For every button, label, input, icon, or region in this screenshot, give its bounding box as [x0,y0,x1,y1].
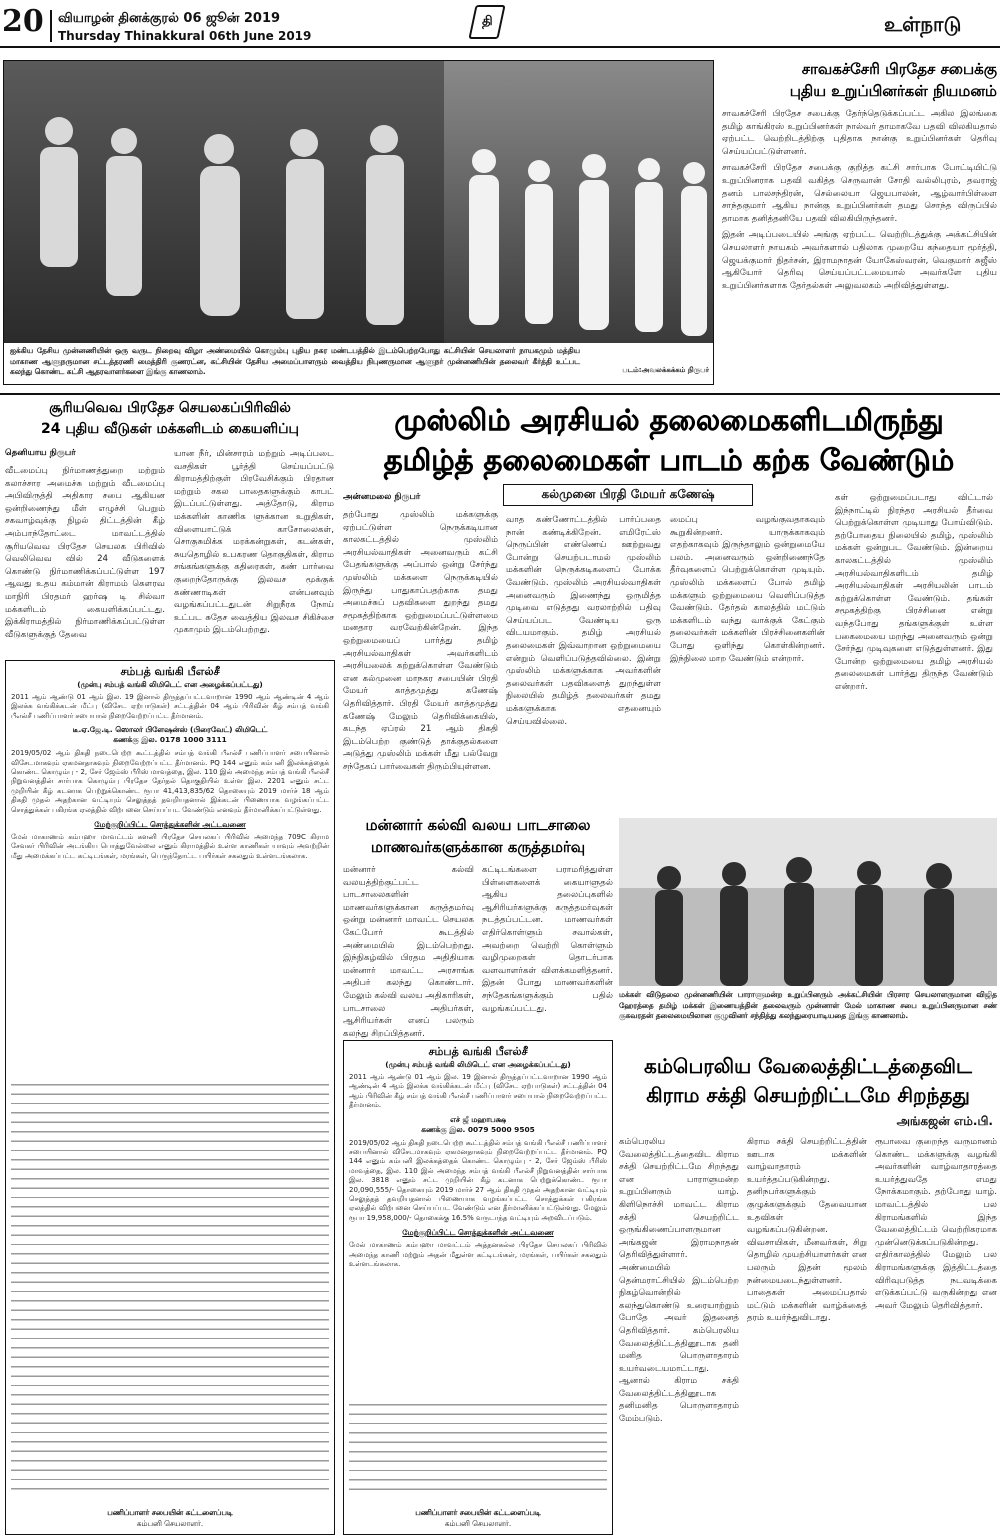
notice-intro: 2011 ஆம் ஆண்டு 01 ஆம் இல. 19 இனால் திருத்தப்பட்டவாறான 1990 ஆம் ஆண்டின் 4 ஆம் இலக்க வங்கிக்கடன் மீட்பு (விசேட ஏற்பாடுகள்) சட்டத்தின் 04 ஆம் பிரிவின் கீழ் சம்பத் வங்கி பீஎல்சீ பணிப்பாளர் சபையால் நிறைவேற்றப்பட்ட தீர்மானம். [349,1073,607,1110]
legal-notice [343,1040,613,1535]
byline-kicker-box [503,484,753,506]
photo-credit: படம்:அவலக்கக்கம் நிருபர் [622,366,709,374]
masthead [0,0,1000,50]
column-text: கிராம சக்தி செயற்றிட்டத்தின் ஊடாக மக்களின் வாழ்வாதாரம் உயர்த்தப்படுகின்றது. தனிநபர்களுக்கும் குழுக்களுக்கும் தேவையான உதவிகள் வழங்கப்படுகின்றன. விவசாயிகள், மீனவர்கள், சிறு தொழில் முயற்சியாளர்கள் என பலரும் இதன் மூலம் நன்மையடைந்துள்ளனர். பாதைகள் அமைப்பதால் மட்டும் மக்களின் வாழ்க்கைத் தரம் உயர்ந்துவிடாது. [747,1137,867,1324]
column-text: வாத கண்ணோட்டத்தில் பார்ப்பதை நான் கண்டிக்கிறேன். எமிரேட்ஸ் நெருப்பின் எண்ணெய் ஊற்றுவது போன்று செயற்படாமல் முஸ்லிம் மக்களின் நெருக்கடிகளைப் போக்க வேண்டும். முஸ்லிம் அரசியல்வாதிகள் அனைவரும் இணைந்து ஒருமித்த முடிவை எடுத்தது வரலாற்றில் பதிவு செய்யப்பட வேண்டிய ஒரு விடயமாகும். தமிழ் அரசியல் தலைமைகள் இவ்வாறான ஒற்றுமையை என்றும் வெளிப்படுத்தவில்லை. இன்று முஸ்லிம் மக்களுக்காக அவர்களின் தலைவர்கள் பதவிகளைத் துறந்துள்ள நிலையில் தமிழ்த் தலைவர்கள் தமது மக்களுக்காக எதனையும் செய்யவில்லை. [506,515,661,727]
notice-signature-title: கம்பனி செயலாளர். [136,1519,204,1528]
masthead-rule [0,46,1000,48]
photo-caption: மக்கள் விடுதலை முன்னணியின் பாராளுமன்ற உறுப்பினரும் அக்கட்சியின் பிரசார செயலாளருமான விஜித ஹேரத்தை தமிழ் மக்கள் இணையத்தின் தலைவரும் முன்னாள் மேல் மாகாண சபை உறுப்பினருமான சண் குகவரதன் தலைமையிலான குழுவினர் சந்தித்து கலந்துரையாடியதை இங்கு காணலாம். [619,990,997,1020]
story-title-line2: 24 புதிய வீடுகள் மக்களிடம் கையளிப்பு [41,421,299,437]
lead-story [343,400,995,778]
notice-title: சம்பத் வங்கி பீஎல்சீ [120,665,220,678]
notice-account: கணக்கு இல. 0178 1000 3111 [113,735,227,745]
notice-account: கணக்கு இல. 0079 5000 9505 [421,1124,535,1134]
notice-schedule-heading: மேற்குறிப்பிட்ட சொத்துக்களின் அட்டவணை [94,820,246,830]
notice-signature: பணிப்பாளர் சபையின் கட்டளைப்படி [415,1508,541,1517]
paragraph: சாவகச்சேரி பிரதேச சபைக்கு குறித்த கட்சி சார்பாக போட்டியிட்டு உறுப்பினராக பதவி வகித்த செருவான் சோதி வல்லிபுரம், தவராஜ் தனம் பாலசந்திரன், செல்லையா ஜெயபாலன், ஆழ்வார்பிள்ளை சாந்தகுமார் ஆகிய நான்கு உறுப்பினர்கள் தமது சொந்த விருப்பில் தாமாக தனித்தனியே பதவி விலகியிருந்தனர். [722,163,997,224]
newspaper-logo [468,5,505,39]
top-photo-frame [3,60,714,385]
logo-glyph: தி [481,14,493,29]
story-gampereliya [619,1052,997,1535]
paragraph: இதன் அடிப்படையில் அங்கு ஏற்பட்ட வெற்றிடத்துக்கு அக்கட்சியின் செயலாளர் நாயகம் அவர்களால் பதிலாக முறையே கந்தையா மூர்த்தி, ஜெயக்குமார் நிதர்சன், இராமநாதன் யோகேஸ்வரன், வெகுமார் சுஜீஸ் ஆகியோர் தெரிவு செய்யப்பட்டமையால் அவர்களே புதிய உறுப்பினர்களாக தேர்தல்கள் அலுவலகம் அறிவித்துள்ளது. [722,230,997,291]
column-text: வீடமைப்பு நிர்மாணத்துறை மற்றும் கலாச்சார அமைச்சு மற்றும் வீடமைப்பு அபிவிருத்தி அதிகார சபை ஆகியன ஒன்றிணைந்து மீள் எழுச்சி பெறும் சகவாழ்வுக்கு நிழல் திட்டத்தின் கீழ் அம்பாந்தோட்டை மாவட்டத்தில் சூரியவெவ பிரதேச செயலக பிரிவில் வெலிவெவ வில் 24 வீடுகளைக் கொண்டு நிர்மாணிக்கப்பட்டுள்ள 197 ஆவது உதய கம்மான் கிராமம் கௌரவ மாநிரி பிரதமர் ஹர்ஷ டி சில்வா மக்களிடம் கையளிக்கப்பட்டது. இக்கிராமத்தில் நிர்மாணிக்கப்பட்டுள்ள வீடுகளுக்குத் தேவை [5,466,165,640]
paragraph: சாவகச்சேரி பிரதேச சபைக்கு தேர்ந்தெடுக்கப்பட்ட அகில இலங்கை தமிழ் காங்கிரஸ் உறுப்பினர்கள் நால்வர் தாமாகவே பதவி விலகியதால் ஏற்பட்ட வெற்றிடத்திற்கு புதிதாக நான்கு உறுப்பினர்கள் தெரிவு செய்யப்பட்டுள்ளனர். [722,109,997,157]
story-title-line2: கிராம சக்தி செயற்றிட்டமே சிறந்தது [646,1083,970,1107]
photo-caption: ஐக்கிய தேசிய முன்னணியின் ஒரு வருட நிறைவு விழா அண்மையில் கொழும்பு புதிய நகர மண்டபத்தில் இடம்பெற்றபோது கட்சியின் செயலாளர் நாயகமும் மத்திய மாகாண ஆளுநருமான சட்டத்தரணி மைத்திரி குணரட்ன, கட்சியின் தேசிய அமைப்பாளரும் வைத்திய நிபுணருமான ஆளுநர் முன்னணியின் தலைவர் கீர்த்தி உட்பட கலந்து கொண்ட கட்சி ஆதரவாளர்களை இங்கு காணலாம். [10,346,580,376]
notice-body: 2019/05/02 ஆம் திகதி நடைபெற்ற கூட்டத்தில் சம்பத் வங்கி பீஎல்சீ பணிப்பாளர் சபையினால் விசேடமாகவும் ஏகமனதாகவும் நிறைவேற்றப்பட்ட தீர்மானம். PQ 144 எனும் கம்பனி இலக்கத்தைக் கொண்ட கொழும்பு - 2, சேர் ஜேம்ஸ் பீரிஸ் மாவத்தை, இல. 110 இல் அமைந்த சம்பத் வங்கி பீஎல்சீ நிறுவனத்தின் சார்பாக இல. 3818 எனும் சட்ட முறியின் கீழ் கடனாக பெற்றுக்கொண்ட ரூபா 20,090,555/- தொகையும் 2019 மார்ச் 27 ஆம் திகதி முதல் அதற்கான வட்டியும் செலுத்தத் தவறியதனால் பிணையாக வழங்கப்பட்ட சொத்துக்கள் பகிரங்க ஏலத்தில் விற்பனை செய்யப்பட வேண்டும் என தீர்மானிக்கப்பட்டுள்ளது. மேலும் ரூபா 19,958,000/- தொகைக்கு 16.5% வருடாந்த வட்டியும் அறவிடப்படும். [349,1138,607,1222]
notice-intro: 2011 ஆம் ஆண்டு 01 ஆம் இல. 19 இனால் திருத்தப்பட்டவாறான 1990 ஆம் ஆண்டின் 4 ஆம் இலக்க வங்கிக்கடன் மீட்பு (விசேட ஏற்பாடுகள்) சட்டத்தின் 04 ஆம் பிரிவின் கீழ் சம்பத் வங்கி பீஎல்சீ பணிப்பாளர் சபையால் நிறைவேற்றப்பட்ட தீர்மானம். [11,693,329,720]
notice-company: எச் ஜீ மஹாபக்ஷ [450,1114,506,1124]
notice-signature: பணிப்பாளர் சபையின் கட்டளைப்படி [107,1508,233,1517]
column-text: கட்டிடங்களை பராமரித்துள்ள பிள்ளைகளைக் கையாளுதல் ஆகிய தலைப்புகளில் ஆசிரியர்களுக்கு கருத்தமர்வுகள் நடத்தப்பட்டன. மாணவர்கள் எதிர்கொள்ளும் சவால்கள், அவற்றை வெற்றி கொள்ளும் வழிமுறைகள் தொடர்பாக வளவாளர்கள் விளக்கமளித்தனர். இதன் போது மாணவர்களின் சந்தேகங்களுக்கும் பதில் வழங்கப்பட்டது. [482,865,613,1014]
story-title-line2: புதிய உறுப்பினர்கள் நியமனம் [789,82,997,100]
notice-body: 2019/05/02 ஆம் திகதி நடைபெற்ற கூட்டத்தில் சம்பத் வங்கி பீஎல்சீ பணிப்பாளர் சபையினால் விசேடமாகவும் ஏகமனதாகவும் நிறைவேற்றப்பட்ட தீர்மானம். PQ 144 எனும் கம்பனி இலக்கத்தைக் கொண்ட கொழும்பு - 2, சேர் ஜேம்ஸ் பீரிஸ் மாவத்தை, இல. 110 இல் அமைந்த சம்பத் வங்கி பீஎல்சீ நிறுவனத்தின் சார்பாக கொழும்பு பிரதேச தேர்தல் தொகுதியில் உள்ள இல. 2201 எனும் சட்ட முறியின் கீழ் கடனாக பெற்றுக்கொண்ட ரூபா 41,413,835/62 தொகையும் 2019 மார்ச் 18 ஆம் திகதி முதல் அதற்கான வட்டியும் செலுத்தத் தவறியதனால் இக்கடன் பிணையாக வழங்கப்பட்ட சொத்துக்கள் பகிரங்க ஏலத்தில் விற்பனை செய்யப்பட வேண்டும் எனவும் தீர்மானிக்கப்பட்டுள்ளது. [11,749,329,814]
column-text: மன்னார் கல்வி வலயத்திற்குட்பட்ட பாடசாலைகளின் மாணவர்களுக்கான கருத்தமர்வு ஒன்று மன்னார் மாவட்ட செயலக கேட்போர் கூடத்தில் அண்மையில் இடம்பெற்றது. இந்நிகழ்வில் பிரதம அதிதியாக மன்னார் மாவட்ட அரசாங்க அதிபர் கலந்து கொண்டார். மேலும் கல்வி வலய அதிகாரிகள், பாடசாலை அதிபர்கள், ஆசிரியர்கள் எனப் பலரும் கலந்து சிறப்பித்தனர். [343,865,474,1039]
kicker: கல்முனை பிரதி மேயர் கணேஷ் [541,487,715,501]
story-title-line1: சாவகச்சேரி பிரதேச சபைக்கு [801,60,997,78]
dateline-english: Thursday Thinakkural 06th June 2019 [58,29,312,43]
notice-filler-lines [349,1401,607,1496]
story-mannar [343,814,613,1039]
notice-subtitle: (முன்பு சம்பத் வங்கி லிமிடெட் என அழைக்கப்பட்டது) [385,1060,571,1069]
dateline-tamil: வியாழன் தினக்குரல் 06 ஜூன் 2019 [58,11,281,26]
story-title-line1: கம்பெரலிய வேலைத்திட்டத்தைவிட [644,1054,972,1078]
story-chavakachcheri [722,58,997,388]
byline: தெனியாய நிருபர் [5,448,76,458]
story-suriyawewa [5,398,335,656]
notice-filler-lines [11,1081,329,1491]
lead-headline-line2: தமிழ்த் தலைமைகள் பாடம் கற்க வேண்டும் [383,443,955,477]
page-number: 20 [2,4,44,39]
ceremony-photo [4,61,713,343]
meeting-photo-frame [619,818,997,1044]
column-text: தற்போது முஸ்லிம் மக்களுக்கு ஏற்பட்டுள்ள நெருக்கடியான காலகட்டத்தில் முஸ்லிம் அரசியல்வாதிகள் அனைவரும் கட்சி பேதங்களுக்கு அப்பால் ஒன்று சேர்ந்து முஸ்லிம் மக்களை நெருக்கடியில் இருந்து பாதுகாப்பதற்காக தமது அமைச்சுப் பதவிகளை துறந்து தமது சமூகத்திற்காக ஒற்றுமைப்பட்டுள்ளமை மனதார வரவேற்கின்றேன். இந்த ஒற்றுமையைப் பார்த்து தமிழ் அரசியல்வாதிகள் அவர்களிடம் அரசியலைக் கற்றுக்கொள்ள வேண்டும் என கல்முனை மாநகர சபையின் பிரதி மேயர் காத்தமுத்து கணேஷ் தெரிவித்தார். பிரதி மேயர் காத்தமுத்து கணேஷ் மேலும் தெரிவிக்கையில், கடந்த ஏப்ரல் 21 ஆம் திகதி இடம்பெற்ற குண்டுத் தாக்குதல்களை அடுத்து முஸ்லிம் மக்கள் மீது பல்வேறு சந்தேகப் பார்வைகள் திரும்பியுள்ளன. [343,510,498,772]
column-text: கம்பெரலிய வேலைத்திட்டத்தைவிட கிராம சக்தி செயற்றிட்டமே சிறந்தது என பாராளுமன்ற உறுப்பினரும் யாழ். கிளிநொச்சி மாவட்ட கிராம சக்தி செயற்றிட்ட ஒருங்கிணைப்பாளருமான அங்கஜன் இராமநாதன் தெரிவித்துள்ளார். அண்மையில் தென்மராட்சியில் இடம்பெற்ற நிகழ்வொன்றில் கலந்துகொண்டு உரையாற்றும் போதே அவர் இதனைத் தெரிவித்தார். கம்பெரலிய வேலைத்திட்டத்தினூடாக தனி மனித பொருளாதாரம் உயர்வடையமாட்டாது. ஆனால் கிராம சக்தி வேலைத்திட்டத்தினூடாக தனிமனித பொருளாதாரம் மேம்படும். [619,1137,739,1425]
notice-schedule: மேல் மாகாணம் கம்பஹா மாவட்டம் களனி பிரதேச செயலகப் பிரிவில் அமைந்த 709C கிராம சேவகர் பிரிவின் அடங்கிய பொத்துவேல்லை எனும் கிராமத்தில் உள்ள காணிகள் யாவும் அவற்றின் மீது அமைக்கப்பட்ட கட்டிடங்கள், மரங்கள், பெருந்தோட்ட பயிர்கள் சகலதும் உள்ளடங்கலாக. [11,833,329,860]
story-title-line1: மன்னார் கல்வி வலய பாடசாலை [365,816,591,834]
byline: அன்னமலை நிருபர் [343,492,421,502]
section-name: உள்நாடு [884,12,962,36]
notice-company: டீ.ஏ.ஜே.டி. ஸொலர் பிளேஷன்ஸ் (பிரைவேட்) லிமிடெட் [72,725,268,735]
notice-subtitle: (முன்பு சம்பத் வங்கி லிமிடெட் என அழைக்கப்பட்டது) [77,680,263,689]
section-divider [0,393,1000,395]
byline: அங்கஜன் எம்.பி. [896,1114,993,1128]
column-text: கள் ஒற்றுமைப்படாது விட்டால் இந்நாட்டில் நிரந்தர அரசியல் தீர்வை பெற்றுக்கொள்ள முடியாது போய்விடும். தற்போதைய நிலையில் தமிழ், முஸ்லிம் மக்கள் ஒன்றுபட வேண்டும். இன்றைய காலகட்டத்தில் முஸ்லிம் அரசியல்வாதிகளிடம் தமிழ் அரசியல்வாதிகள் அரசியலின் பாடம் கற்றுக்கொள்ள வேண்டும். தங்கள் சமூகத்திற்கு பிரச்சினை என்று வந்தபோது தங்களுக்குள் உள்ள பகைமையை மறந்து அனைவரும் ஒன்று சேர்ந்து முடிவுகளை எடுத்துள்ளனர். இது போன்ற ஒற்றுமையை தமிழ் அரசியல் தலைமைகள் பார்த்து திருந்த வேண்டும் என்றார். [835,493,993,692]
notice-schedule: மேல் மாகாணம் கம்பஹா மாவட்டம் அத்தனகல்ல பிரதேச செயலகப் பிரிவில் அமைந்த காணி மற்றும் அதன் மீதுள்ள கட்டிடங்கள், மரங்கள், பயிர்கள் சகலதும் உள்ளடங்கலாக. [349,1241,607,1269]
column-text: ரூபாவை குறைந்த வருமானம் கொண்ட மக்களுக்கு வழங்கி அவர்களின் வாழ்வாதாரத்தை உயர்த்துவதே எமது நோக்கமாகும். தற்போது யாழ். மாவட்டத்தில் பல கிராமங்களில் இந்த வேலைத்திட்டம் வெற்றிகரமாக முன்னெடுக்கப்படுகின்றது. எதிர்காலத்தில் மேலும் பல கிராமங்களுக்கு இத்திட்டத்தை விரிவுபடுத்த நடவடிக்கை எடுக்கப்பட்டு வருகின்றது என அவர் மேலும் தெரிவித்தார். [875,1137,997,1311]
column-text: மைப்பு வழங்குவதாகவும் கூறுகின்றனர். யாருக்காகவும் எதற்காகவும் இருந்தாலும் ஒன்றுமையே பலம். அனைவரும் ஒன்றிணைந்தே தீர்வுகளைப் பெற்றுக்கொள்ள முடியும். முஸ்லிம் மக்களைப் போல் தமிழ் மக்களும் ஒற்றுமையை வெளிப்படுத்த வேண்டும். தேர்தல் காலத்தில் மட்டும் மக்களிடம் வந்து வாக்குக் கேட்கும் தலைவர்கள் மக்களின் பிரச்சினைகளின் போது ஒளிந்து கொள்கின்றனர். இந்நிலை மாற வேண்டும் என்றார். [670,515,825,664]
legal-notice [5,660,335,1535]
column-text: யான நீர், மின்சாரம் மற்றும் அடிப்படை வசதிகள் பூர்த்தி செய்யப்பட்டு கிராமத்திற்குள் பிரவேசிக்கும் பிரதான மற்றும் சகல பாதைகளுக்கும் காபட் இடப்பட்டுள்ளது. அத்தோடு, கிராம மக்களின் காணிக ளுக்கான உறுதிகள், விளையாட்டுக் காசோலைகள், சொகுசுமிக்க மரக்கன்றுகள், கடன்கள், சுயதொழில் உபகரண தொகுதிகள், கிராம சங்கங்களுக்கு கதிரைகள், கண் பார்வை குறைந்தோருக்கு இலவச மூக்குக் கண்ணாடிகள் என்பனவும் வழங்கப்பட்டதுடன் சிறுநீரக நோய் உட்பட சுதேச வைத்திய இலவச சிகிச்சை முகாமும் இடம்பெற்றது. [174,449,334,636]
lead-headline-line1: முஸ்லிம் அரசியல் தலைமைகளிடமிருந்து [394,403,944,437]
notice-title: சம்பத் வங்கி பீஎல்சீ [428,1045,528,1058]
notice-schedule-heading: மேற்குறிப்பிட்ட சொத்துக்களின் அட்டவணை [402,1228,554,1238]
notice-signature-title: கம்பனி செயலாளர். [444,1519,512,1528]
story-title-line1: சூரியவெவ பிரதேச செயலகப்பிரிவில் [49,400,291,416]
meeting-photo [619,818,997,986]
masthead-divider-vertical [50,10,52,42]
story-title-line2: மாணவர்களுக்கான கருத்தமர்வு [370,838,586,856]
